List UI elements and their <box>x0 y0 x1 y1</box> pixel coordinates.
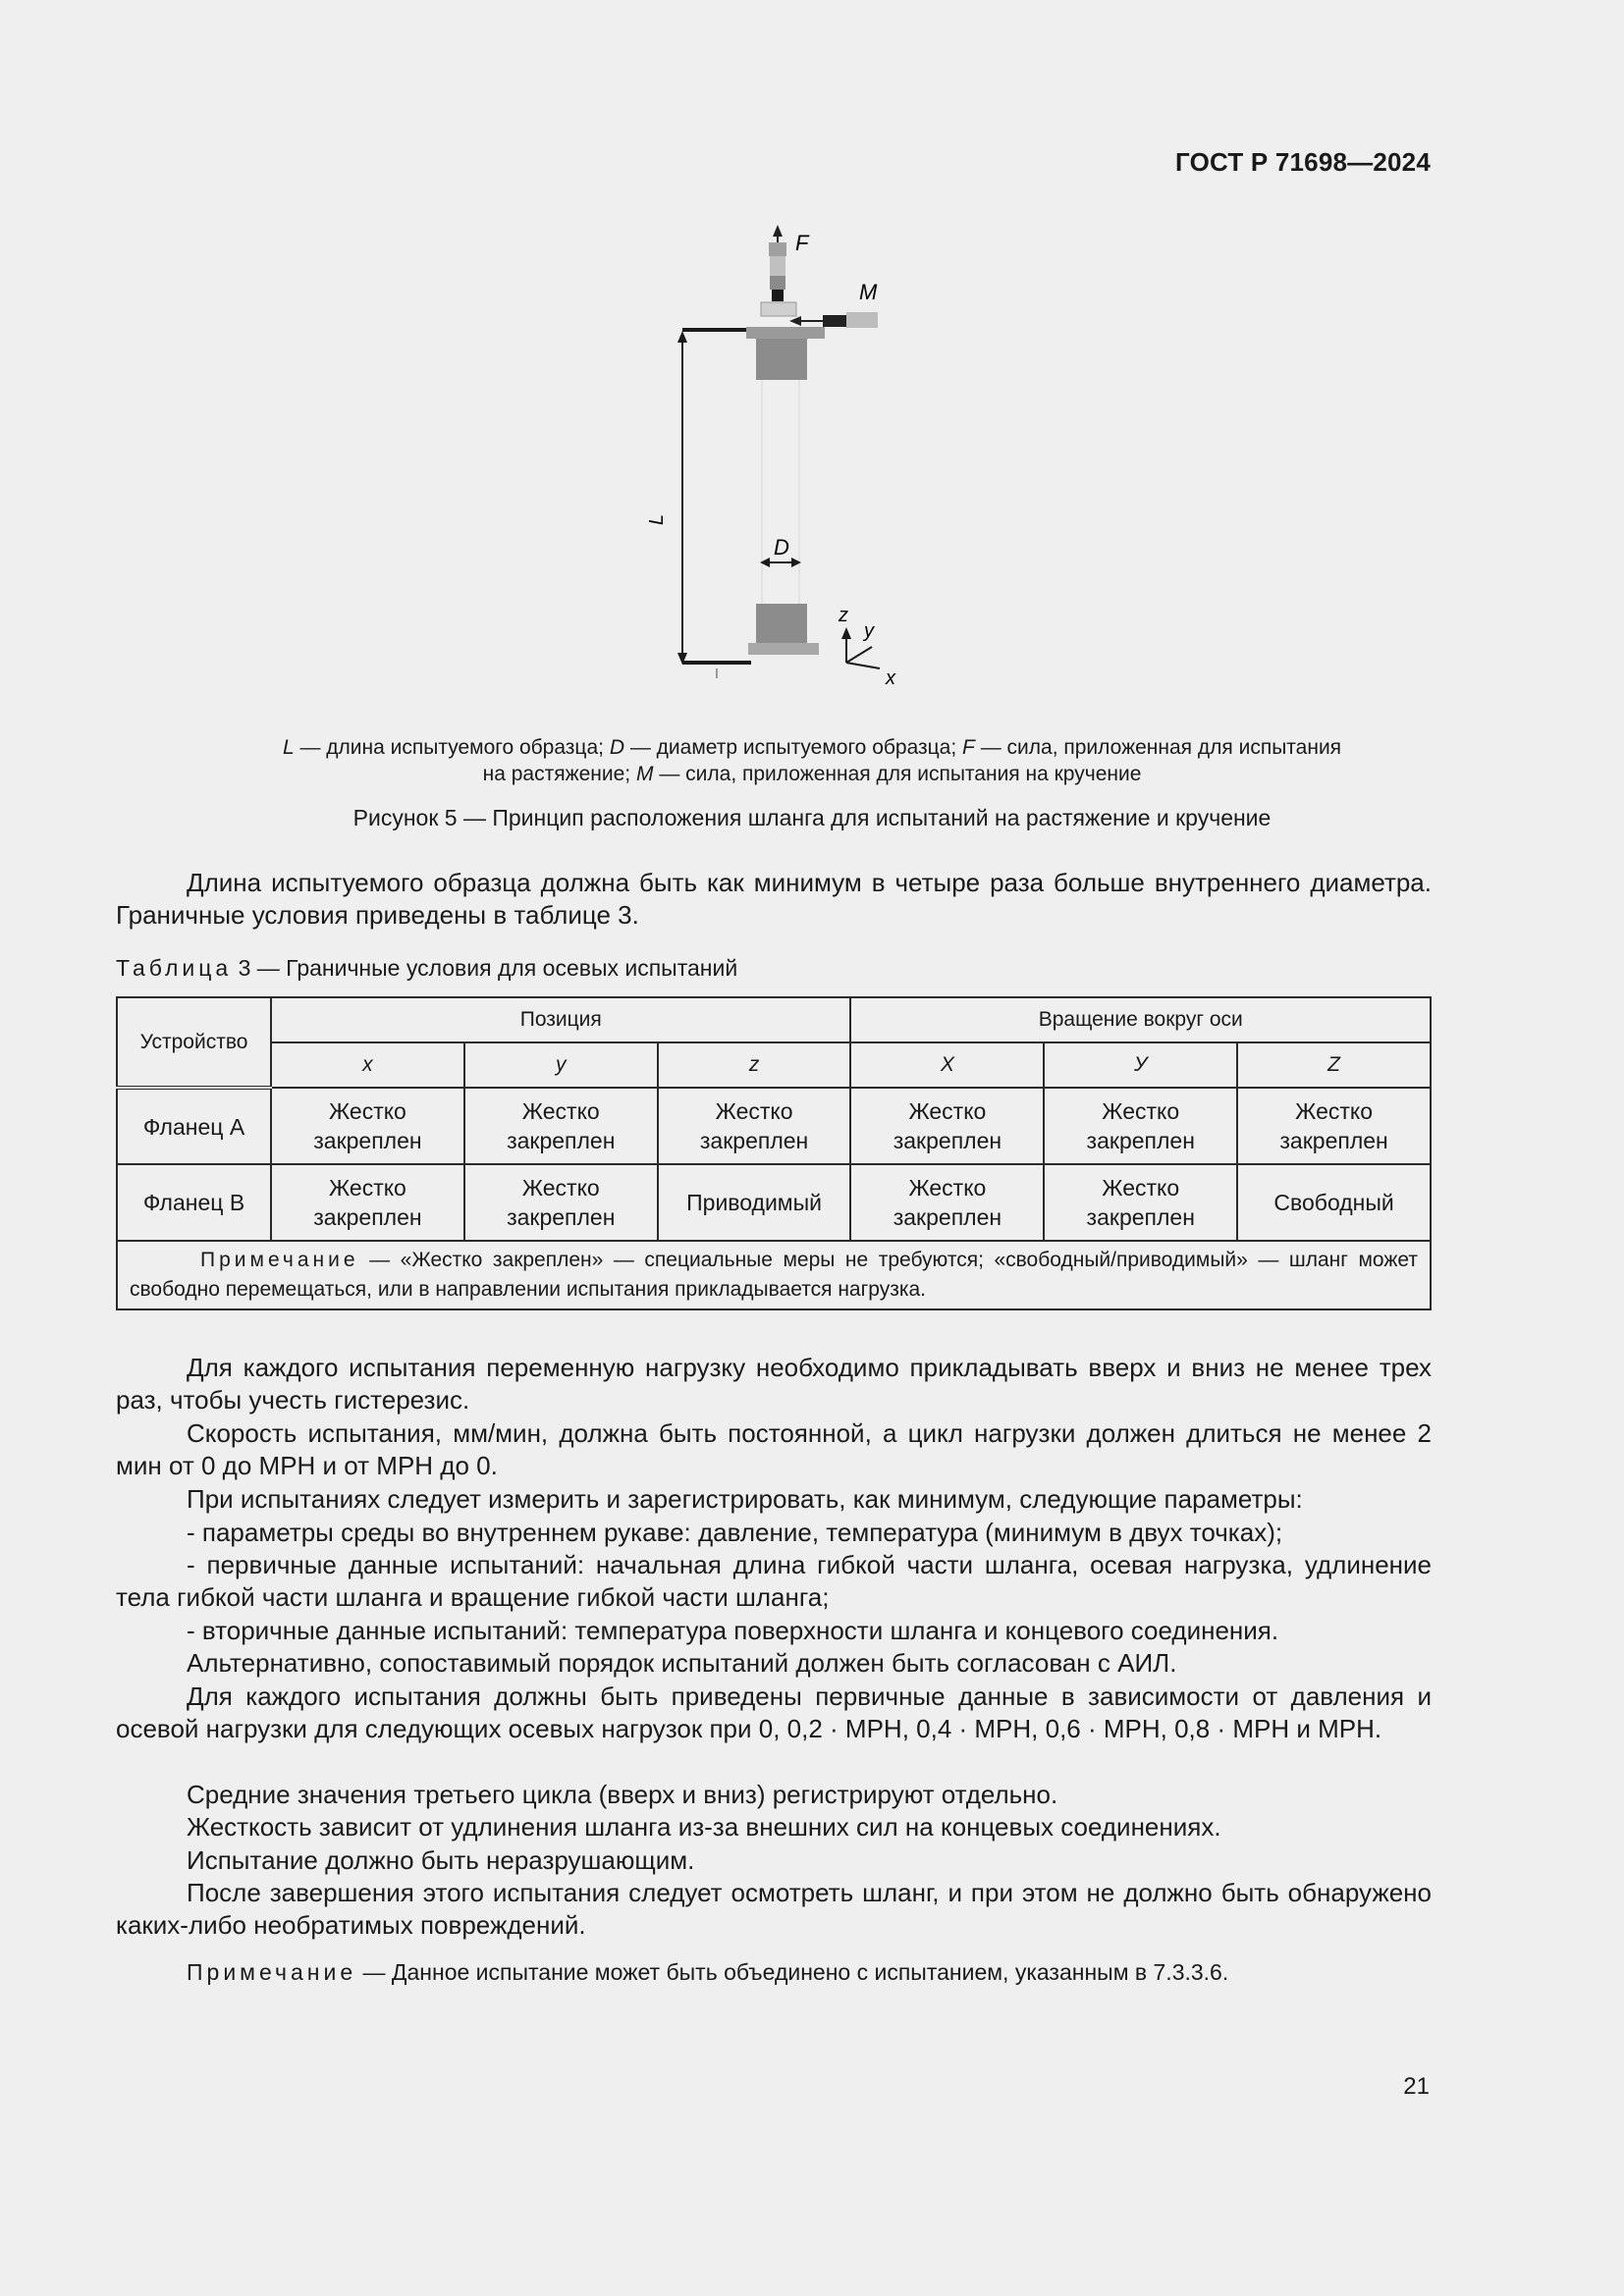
table-cell: Жестко закреплен <box>464 1088 658 1164</box>
body-paragraph-8: Испытание должно быть неразрушающим. <box>187 1845 695 1875</box>
row-device: Фланец А <box>117 1088 271 1164</box>
table-header-row-2 <box>117 1042 1431 1088</box>
legend-symbol-m: M <box>635 763 654 785</box>
page-number: 21 <box>1403 2073 1430 2100</box>
force-arrowhead-f <box>773 225 783 237</box>
figure-legend <box>118 734 1506 787</box>
legend-symbol-f: F <box>962 736 975 759</box>
body-paragraph-9: После завершения этого испытания следует осмотреть шланг, и при этом не должно быть обнаружено каких-либо необратимых повреждений. <box>116 1878 1432 1940</box>
table-cell: Жестко закреплен <box>1044 1164 1237 1241</box>
table-cell: Жестко закреплен <box>464 1164 658 1241</box>
table-cell: Жестко закреплен <box>271 1088 464 1164</box>
table-cell: Жестко закреплен <box>271 1164 464 1241</box>
axis-x-line <box>846 663 880 668</box>
document-code: ГОСТ Р 71698—2024 <box>1175 147 1431 177</box>
header-rot-x: X <box>850 1042 1044 1088</box>
test-setup-diagram <box>628 221 943 692</box>
figure-legend-line-2 <box>118 761 1506 787</box>
table-row <box>117 1164 1431 1241</box>
table-note <box>117 1241 1431 1309</box>
label-m: M <box>859 280 878 304</box>
table-title <box>116 955 737 982</box>
table-cell: Приводимый <box>658 1164 851 1241</box>
header-device: Устройство <box>117 997 271 1088</box>
bullet-item-1: - параметры среды во внутреннем рукаве: давление, температура (минимум в двух точках); <box>187 1518 1283 1547</box>
body-paragraph-1: Для каждого испытания переменную нагрузку необходимо прикладывать вверх и вниз не менее трех раз, чтобы учесть гистерезис. <box>116 1353 1432 1415</box>
boundary-conditions-table <box>116 996 1432 1310</box>
legend-text-m: — сила, приложенная для испытания на кручение <box>653 763 1142 785</box>
figure-caption: Рисунок 5 — Принцип расположения шланга для испытаний на растяжение и кручение <box>352 805 1272 830</box>
label-z: z <box>839 605 848 626</box>
moment-connector <box>823 315 846 327</box>
body-paragraph-6: Средние значения третьего цикла (вверх и вниз) регистрируют отдельно. <box>187 1780 1058 1809</box>
figure-legend-line-1 <box>118 734 1506 761</box>
flange-b-plate <box>748 643 819 655</box>
axis-z-arrowhead <box>841 627 851 639</box>
load-cell-top <box>769 242 786 256</box>
label-f: F <box>795 231 809 255</box>
legend-text-f-cont: на растяжение; <box>482 763 636 785</box>
flange-a-plate <box>746 327 825 339</box>
legend-symbol-d: D <box>609 736 624 759</box>
label-d: D <box>774 535 789 560</box>
body-note-label: Примечание <box>187 1959 357 1985</box>
flange-b-body <box>756 604 807 645</box>
table-cell: Жестко закреплен <box>850 1088 1044 1164</box>
body-paragraph-3: При испытаниях следует измерить и зарегистрировать, как минимум, следующие параметры: <box>187 1484 1303 1514</box>
moment-fixture <box>846 312 878 328</box>
intro-paragraph: Длина испытуемого образца должна быть как минимум в четыре раза больше внутреннего диаметра. Граничные условия приведены в таблице 3. <box>116 868 1432 930</box>
header-rot-y: У <box>1044 1042 1237 1088</box>
header-axis-y: y <box>464 1042 658 1088</box>
body-note <box>116 1956 1432 1989</box>
row-device: Фланец В <box>117 1164 271 1241</box>
table-cell: Жестко закреплен <box>658 1088 851 1164</box>
connector-top <box>772 290 784 301</box>
table-cell: Жестко закреплен <box>1044 1088 1237 1164</box>
label-l: L <box>646 513 668 525</box>
body-paragraph-4: Альтернативно, сопоставимый порядок испытаний должен быть согласован с АИЛ. <box>187 1648 1177 1678</box>
table-cell: Свободный <box>1237 1164 1431 1241</box>
body-note-text: — Данное испытание может быть объединено с испытанием, указанным в 7.3.3.6. <box>356 1959 1229 1985</box>
figure-5 <box>628 221 943 692</box>
table-note-label: Примечание <box>200 1249 359 1271</box>
flange-plate-top <box>761 302 796 316</box>
bullet-item-2: - первичные данные испытаний: начальная длина гибкой части шланга, осевая нагрузка, удлинение тела гибкой части шланга и вращение гибкой части шланга; <box>116 1550 1432 1612</box>
length-arrowhead-top <box>677 331 687 343</box>
header-rotation: Вращение вокруг оси <box>850 997 1431 1042</box>
rod-top <box>770 256 785 276</box>
label-x: x <box>886 667 895 689</box>
body-paragraph-7: Жесткость зависит от удлинения шланга из-за внешних сил на концевых соединениях. <box>187 1812 1221 1842</box>
header-rot-z: Z <box>1237 1042 1431 1088</box>
header-axis-x: x <box>271 1042 464 1088</box>
table-title-text: 3 — Граничные условия для осевых испытаний <box>232 955 738 981</box>
body-paragraph-5: Для каждого испытания должны быть приведены первичные данные в зависимости от давления и осевой нагрузки для следующих осевых нагрузок при 0, 0,2 · МРН, 0,4 · МРН, 0,6 · МРН, 0,8 · МРН и МРН. <box>116 1682 1432 1743</box>
table-note-text: — «Жестко закреплен» — специальные меры не требуются; «свободный/приводимый» — шланг может свободно перемещаться, или в направлении испытания прикладывается нагрузка. <box>130 1249 1418 1301</box>
legend-text-d: — диаметр испытуемого образца; <box>623 736 963 759</box>
legend-text-f: — сила, приложенная для испытания <box>974 736 1342 759</box>
header-axis-z: z <box>658 1042 851 1088</box>
legend-text-l: — длина испытуемого образца; <box>294 736 610 759</box>
header-position: Позиция <box>271 997 850 1042</box>
table-note-row <box>117 1241 1431 1309</box>
table-cell: Жестко закреплен <box>850 1164 1044 1241</box>
coupling-top <box>770 276 785 290</box>
axis-y-line <box>846 647 872 663</box>
bullet-item-3: - вторичные данные испытаний: температура поверхности шланга и концевого соединения. <box>187 1616 1279 1645</box>
legend-symbol-l: L <box>282 736 295 759</box>
table-title-label: Таблица <box>116 955 233 981</box>
body-paragraph-2: Скорость испытания, мм/мин, должна быть постоянной, а цикл нагрузки должен длиться не менее 2 мин от 0 до МРН и от МРН до 0. <box>116 1418 1432 1480</box>
label-y: y <box>864 620 874 642</box>
table-header-row-1 <box>117 997 1431 1042</box>
moment-arrowhead-m <box>789 316 801 326</box>
flange-a-body <box>756 339 807 380</box>
table-cell: Жестко закреплен <box>1237 1088 1431 1164</box>
table-row <box>117 1088 1431 1164</box>
